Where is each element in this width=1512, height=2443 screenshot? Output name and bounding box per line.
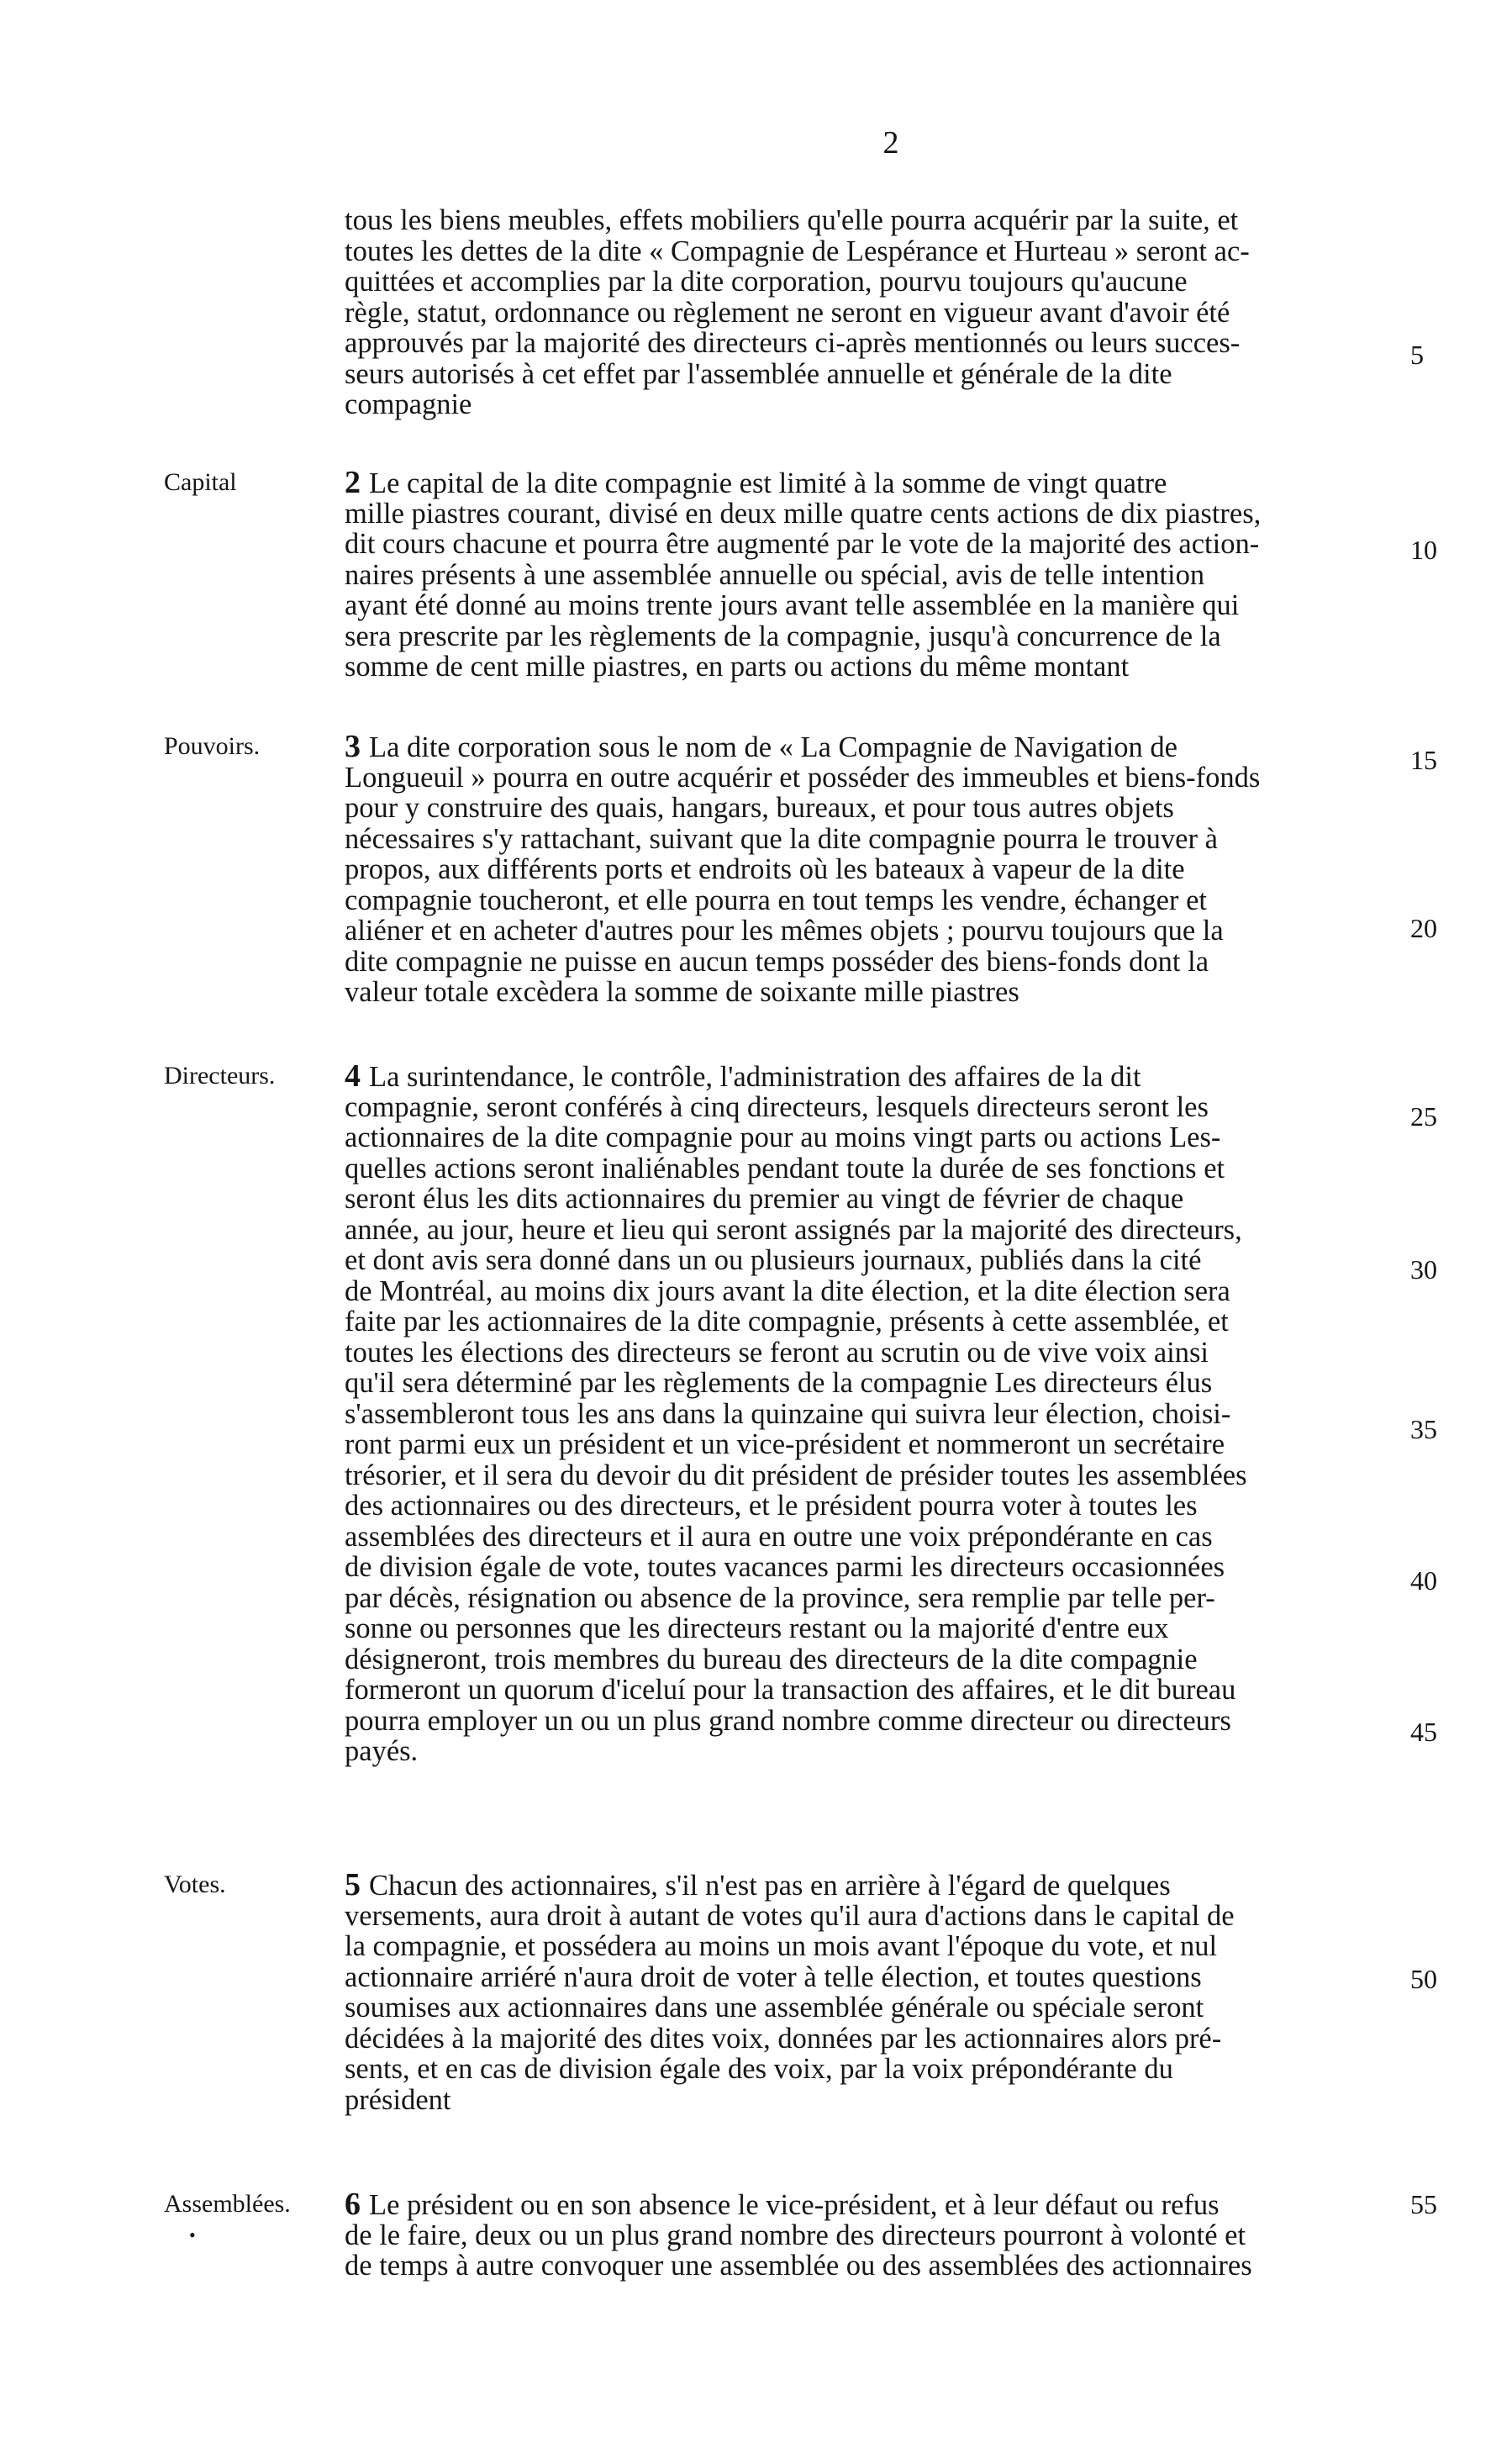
line-number: 10 (1410, 535, 1437, 565)
text-line: règle, statut, ordonnance ou règlement ne seront en vigueur avant d'avoir été (345, 296, 1230, 329)
line-number: 25 (1410, 1101, 1437, 1132)
text-line: Longueuil » pourra en outre acquérir et posséder des immeubles et biens-fonds (345, 761, 1261, 794)
text-line: versements, aura droit à autant de votes qu'il aura d'actions dans le capital de (345, 1899, 1235, 1932)
text-line: pourra employer un ou un plus grand nombre comme directeur ou directeurs (345, 1704, 1231, 1737)
text-line: de temps à autre convoquer une assemblée ou des assemblées des actionnaires (345, 2250, 1252, 2282)
text-line: année, au jour, heure et lieu qui seront assignés par la majorité des directeurs, (345, 1213, 1242, 1246)
line-number: 35 (1410, 1414, 1437, 1444)
text-line: et dont avis sera donné dans un ou plusieurs journaux, publiés dans la cité (345, 1244, 1202, 1276)
text-line: payés. (345, 1735, 419, 1767)
line-number: 5 (1410, 340, 1424, 370)
text-line: naires présents à une assemblée annuelle ou spécial, avis de telle intention (345, 558, 1205, 591)
line-number: 40 (1410, 1565, 1437, 1596)
text-line: la compagnie, et possédera au moins un mois avant l'époque du vote, et nul (345, 1930, 1218, 1962)
margin-label: Directeurs. (164, 1062, 276, 1090)
text-line: toutes les dettes de la dite « Compagnie de Lespérance et Hurteau » seront ac- (345, 235, 1250, 267)
paragraph-body (345, 731, 1387, 1008)
text-line: sera prescrite par les règlements de la compagnie, jusqu'à concurrence de la (345, 620, 1221, 652)
margin-label: Assemblées. (164, 2190, 291, 2218)
text-line: par décès, résignation ou absence de la province, sera remplie par telle per- (345, 1581, 1215, 1614)
text-line: Chacun des actionnaires, s'il n'est pas en arrière à l'égard de quelques (369, 1870, 1171, 1902)
text-line: valeur totale excèdera la somme de soixante mille piastres (345, 976, 1019, 1008)
paragraph-body (345, 1058, 1387, 1767)
paragraph-body (345, 1867, 1387, 2116)
section-number: 4 (345, 1058, 361, 1094)
text-line: désigneront, trois membres du bureau des directeurs de la dite compagnie (345, 1643, 1198, 1675)
text-line: La dite corporation sous le nom de « La Compagnie de Navigation de (369, 731, 1177, 763)
text-line: nécessaires s'y rattachant, suivant que la dite compagnie pourra le trouver à (345, 822, 1218, 855)
paragraph-body (345, 205, 1387, 420)
text-line: des actionnaires ou des directeurs, et le président pourra voter à toutes les (345, 1490, 1198, 1522)
text-line: de Montréal, au moins dix jours avant la dite élection, et la dite élection sera (345, 1274, 1230, 1307)
text-line: Le capital de la dite compagnie est limité à la somme de vingt quatre (369, 467, 1167, 499)
text-line: actionnaires de la dite compagnie pour au moins vingt parts ou actions Les- (345, 1121, 1221, 1153)
text-line: mille piastres courant, divisé en deux mille quatre cents actions de dix piastres, (345, 497, 1262, 530)
text-line: seurs autorisés à cet effet par l'assemblée annuelle et générale de la dite (345, 357, 1172, 390)
page-number: 2 (882, 125, 899, 161)
text-line: Le président ou en son absence le vice-président, et à leur défaut ou refus (369, 2189, 1220, 2221)
section-number: 3 (345, 729, 361, 764)
text-line: s'assembleront tous les ans dans la quinzaine qui suivra leur élection, choisi- (345, 1397, 1231, 1430)
text-line: approuvés par la majorité des directeurs ci-après mentionnés ou leurs succes- (345, 327, 1241, 359)
text-line: dit cours chacune et pourra être augmenté par le vote de la majorité des action- (345, 528, 1260, 560)
text-line: ront parmi eux un président et un vice-président et nommeront un secrétaire (345, 1428, 1225, 1460)
margin-label: Votes. (164, 1871, 226, 1898)
text-line: de le faire, deux ou un plus grand nombre des directeurs pourront à volonté et (345, 2219, 1246, 2251)
line-number: 50 (1410, 1964, 1437, 1994)
margin-label: Pouvoirs. (164, 732, 261, 760)
text-line: ayant été donné au moins trente jours avant telle assemblée en la manière qui (345, 589, 1240, 621)
text-line: somme de cent mille piastres, en parts ou actions du même montant (345, 651, 1130, 683)
text-line: de division égale de vote, toutes vacances parmi les directeurs occasionnées (345, 1551, 1225, 1583)
text-line: formeront un quorum d'iceluí pour la transaction des affaires, et le dit bureau (345, 1674, 1236, 1706)
bullet-mark-icon: • (189, 2224, 196, 2245)
text-line: La surintendance, le contrôle, l'administration des affaires de la dit (369, 1061, 1141, 1093)
text-line: toutes les élections des directeurs se feront au scrutin ou de vive voix ainsi (345, 1336, 1209, 1369)
text-line: quelles actions seront inaliénables pendant toute la durée de ses fonctions et (345, 1152, 1225, 1185)
margin-label: Capital (164, 468, 237, 496)
text-line: quittées et accomplies par la dite corporation, pourvu toujours qu'aucune (345, 266, 1188, 298)
text-line: soumises aux actionnaires dans une assemblée générale ou spéciale seront (345, 1992, 1204, 2024)
text-line: compagnie (345, 388, 472, 420)
text-line: aliéner et en acheter d'autres pour les mêmes objets ; pourvu toujours que la (345, 915, 1224, 947)
text-line: qu'il sera déterminé par les règlements de la compagnie Les directeurs élus (345, 1367, 1213, 1399)
section-number: 2 (345, 465, 361, 500)
text-line: propos, aux différents ports et endroits où les bateaux à vapeur de la dite (345, 853, 1185, 885)
paragraph-body (345, 467, 1387, 683)
text-line: tous les biens meubles, effets mobiliers qu'elle pourra acquérir par la suite, et (345, 204, 1239, 236)
text-line: trésorier, et il sera du devoir du dit président de présider toutes les assemblées (345, 1459, 1247, 1491)
line-number: 15 (1410, 745, 1437, 775)
line-number: 45 (1410, 1717, 1437, 1747)
text-line: pour y construire des quais, hangars, bureaux, et pour tous autres objets (345, 792, 1174, 824)
line-number: 30 (1410, 1254, 1437, 1285)
text-line: sents, et en cas de division égale des voix, par la voix prépondérante du (345, 2053, 1173, 2085)
text-line: décidées à la majorité des dites voix, données par les actionnaires alors pré- (345, 2022, 1222, 2055)
text-line: compagnie, seront conférés à cinq directeurs, lesquels directeurs seront les (345, 1090, 1209, 1123)
paragraph-body (345, 2189, 1387, 2282)
text-line: président (345, 2083, 451, 2116)
line-number: 20 (1410, 913, 1437, 943)
text-line: seront élus les dits actionnaires du premier au vingt de février de chaque (345, 1183, 1184, 1215)
text-line: actionnaire arriéré n'aura droit de voter à telle élection, et toutes questions (345, 1960, 1202, 1993)
text-line: faite par les actionnaires de la dite compagnie, présents à cette assemblée, et (345, 1306, 1229, 1338)
text-line: sonne ou personnes que les directeurs restant ou la majorité d'entre eux (345, 1612, 1169, 1644)
section-number: 6 (345, 2187, 361, 2222)
text-line: dite compagnie ne puisse en aucun temps posséder des biens-fonds dont la (345, 945, 1209, 978)
section-number: 5 (345, 1867, 361, 1902)
text-line: assemblées des directeurs et il aura en outre une voix prépondérante en cas (345, 1520, 1213, 1553)
text-line: compagnie toucheront, et elle pourra en tout temps les vendre, échanger et (345, 884, 1207, 916)
line-number: 55 (1410, 2189, 1437, 2219)
